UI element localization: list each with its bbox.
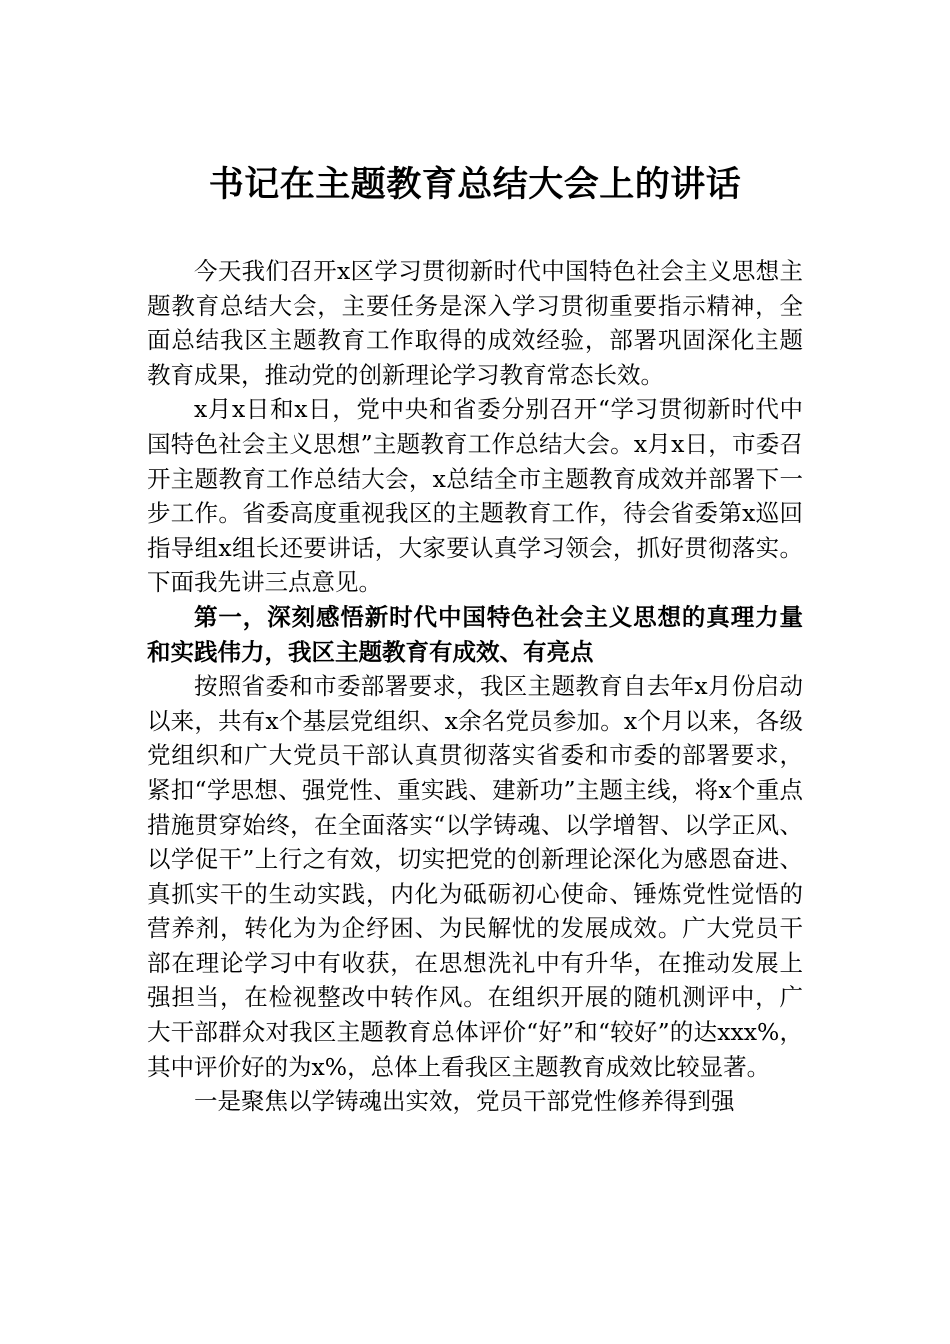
- section-heading: 第一，深刻感悟新时代中国特色社会主义思想的真理力量和实践伟力，我区主题教育有成效、有亮点: [147, 602, 803, 666]
- document-body: [147, 254, 803, 1119]
- point-one-paragraph: 一是聚焦以学铸魂出实效，党员干部党性修养得到强: [194, 1087, 735, 1116]
- intro-paragraph: 今天我们召开x区学习贯彻新时代中国特色社会主义思想主题教育总结大会，主要任务是深入学习贯彻重要指示精神，全面总结我区主题教育工作取得的成效经验，部署巩固深化主题教育成果，推动党的创新理论学习教育常态长效。: [147, 257, 803, 389]
- document-title: 书记在主题教育总结大会上的讲话: [208, 164, 742, 205]
- section-paragraph: 按照省委和市委部署要求，我区主题教育自去年x月份启动以来，共有x个基层党组织、x余名党员参加。x个月以来，各级党组织和广大党员干部认真贯彻落实省委和市委的部署要求，紧扣“学思想、强党性、重实践、建新功”主题主线，将x个重点措施贯穿始终，在全面落实“以学铸魂、以学增智、以学正风、以学促干”上行之有效，切实把党的创新理论深化为感恩奋进、真抓实干的生动实践，内化为砥砺初心使命、锤炼党性觉悟的营养剂，转化为为企纾困、为民解忧的发展成效。广大党员干部在理论学习中有收获，在思想洗礼中有升华，在推动发展上强担当，在检视整改中转作风。在组织开展的随机测评中，广大干部群众对我区主题教育总体评价“好”和“较好”的达xxx%，其中评价好的为x%，总体上看我区主题教育成效比较显著。: [147, 672, 803, 1081]
- context-paragraph: x月x日和x日，党中央和省委分别召开“学习贯彻新时代中国特色社会主义思想”主题教育工作总结大会。x月x日，市委召开主题教育工作总结大会，x总结全市主题教育成效并部署下一步工作。省委高度重视我区的主题教育工作，待会省委第x巡回指导组x组长还要讲话，大家要认真学习领会，抓好贯彻落实。下面我先讲三点意见。: [147, 395, 803, 597]
